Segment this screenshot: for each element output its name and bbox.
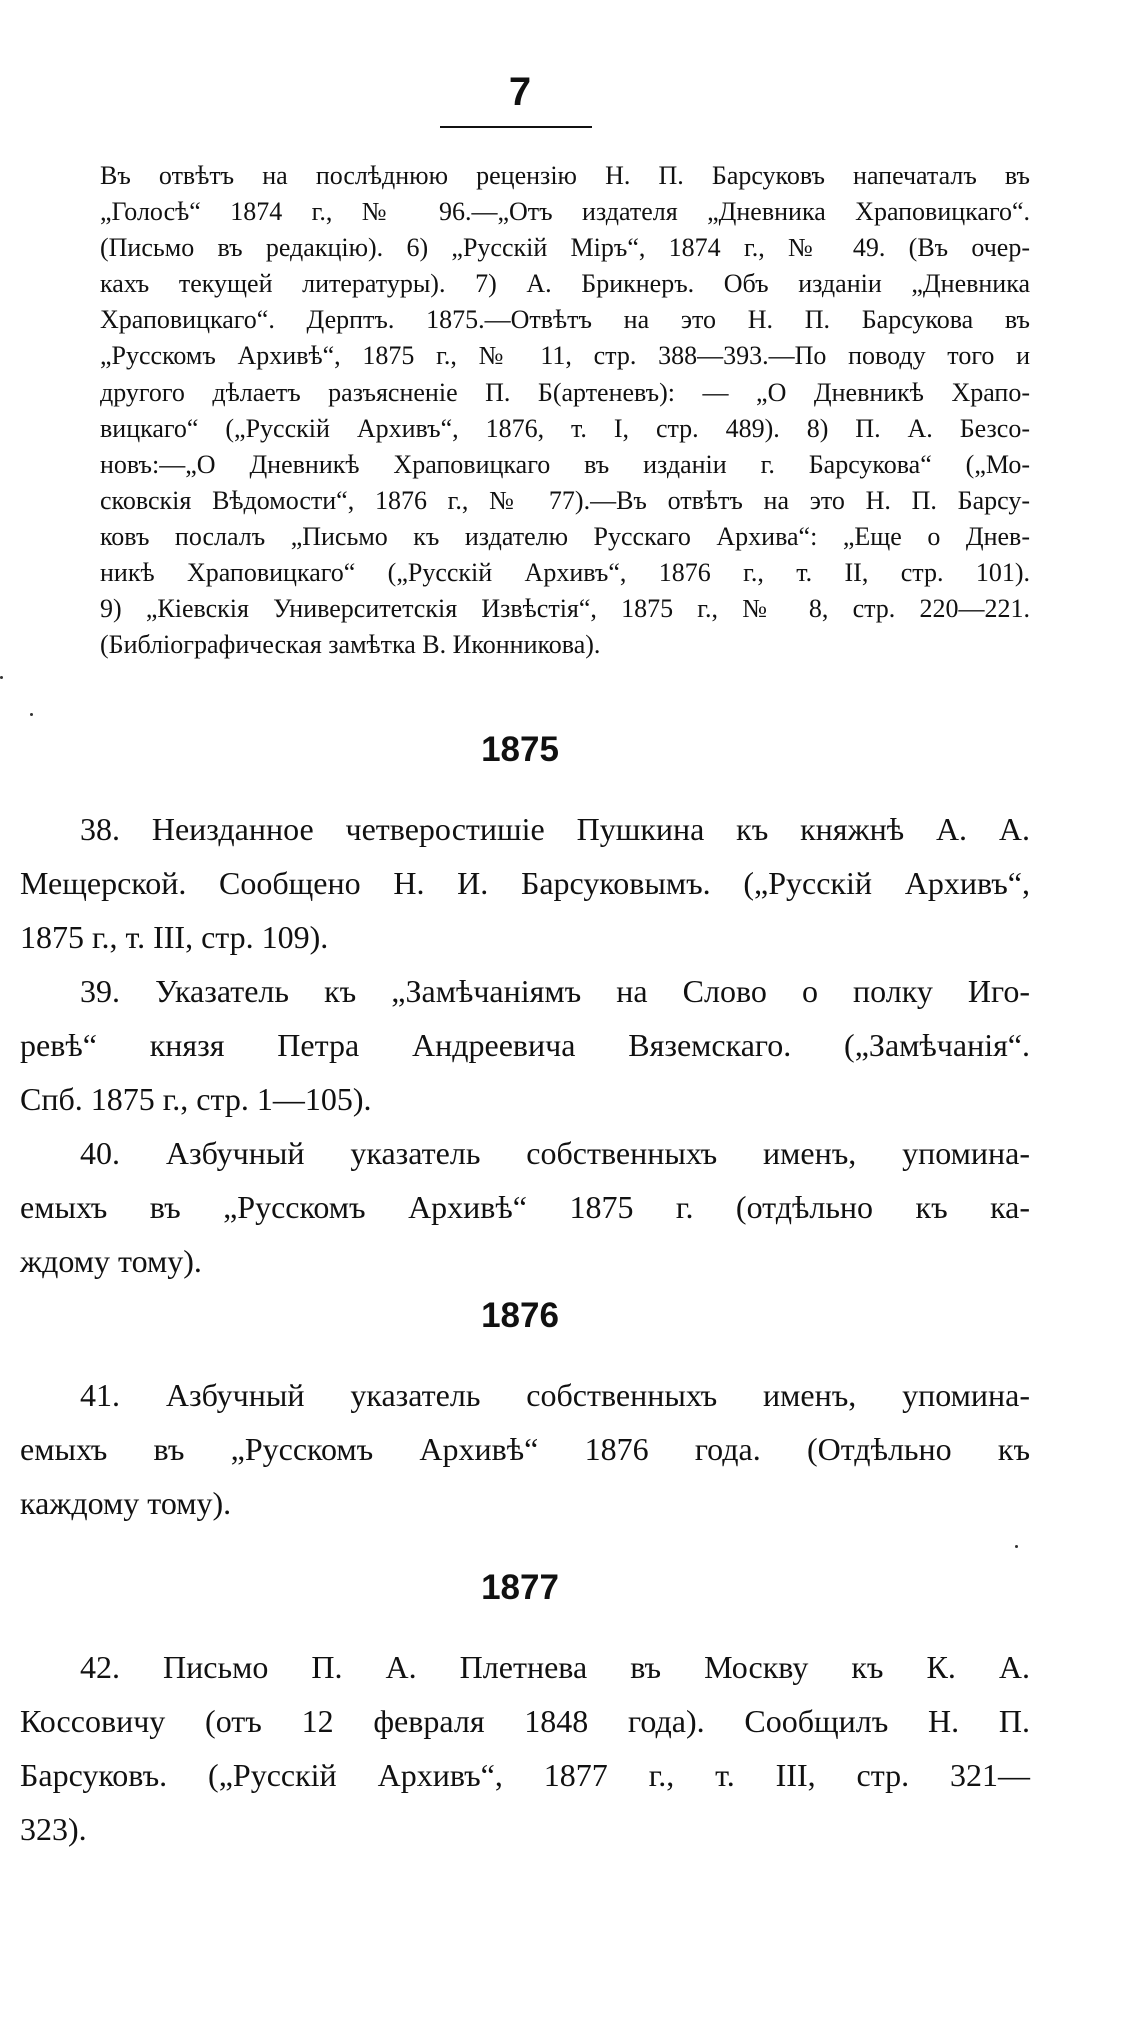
entry-line: Спб. 1875 г., стр. 1—105). [20, 1081, 372, 1117]
print-speck [0, 676, 3, 679]
entry-line: 40. Азбучный указатель собственныхъ именъ, упомина- [80, 1135, 1030, 1171]
intro-line: сковскія Вѣдомости“, 1876 г., № 77).—Въ отвѣтъ на это Н. П. Барсу- [100, 485, 1030, 515]
intro-line: вицкаго“ („Русскій Архивъ“, 1876, т. I, стр. 489). 8) П. А. Безсо- [100, 413, 1030, 443]
entry-38 [20, 802, 1030, 964]
entry-41 [20, 1368, 1030, 1530]
entry-line: емыхъ въ „Русскомъ Архивѣ“ 1876 года. (Отдѣльно къ [20, 1431, 1030, 1467]
intro-line: новъ:—„О Дневникѣ Храповицкаго въ изданіи г. Барсукова“ („Мо- [100, 449, 1030, 479]
intro-line: (Библіографическая замѣтка В. Иконникова). [100, 630, 601, 660]
section-1877-entries [20, 1640, 1030, 1856]
entry-39 [20, 964, 1030, 1126]
entry-line: 42. Письмо П. А. Плетнева въ Москву къ К. А. [80, 1649, 1030, 1685]
entry-line: 39. Указатель къ „Замѣчаніямъ на Слово о полку Иго- [80, 973, 1030, 1009]
entry-line: 323). [20, 1811, 87, 1847]
year-heading-1877: 1877 [481, 1568, 559, 1607]
entry-line: 1875 г., т. III, стр. 109). [20, 919, 329, 955]
year-heading-1876: 1876 [481, 1296, 559, 1335]
page-number: 7 [508, 70, 532, 114]
entry-42 [20, 1640, 1030, 1856]
intro-line: (Письмо въ редакцію). 6) „Русскій Міръ“, 1874 г., № 49. (Въ очер- [100, 233, 1030, 263]
entry-line: Барсуковъ. („Русскій Архивъ“, 1877 г., т. III, стр. 321— [20, 1757, 1030, 1793]
section-1876-entries [20, 1368, 1030, 1530]
print-speck [30, 713, 33, 716]
intro-line: „Голосѣ“ 1874 г., № 96.—„Отъ издателя „Дневника Храповицкаго“. [100, 197, 1030, 227]
entry-line: ждому тому). [20, 1243, 202, 1279]
entry-line: каждому тому). [20, 1485, 232, 1521]
entry-line: Мещерской. Сообщено Н. И. Барсуковымъ. („Русскій Архивъ“, [20, 865, 1030, 901]
intro-line: кахъ текущей литературы). 7) А. Брикнеръ. Объ изданіи „Дневника [100, 269, 1030, 299]
intro-line: другого дѣлаетъ разъясненіе П. Б(артеневъ): — „О Дневникѣ Храпо- [100, 377, 1030, 407]
page-number-rule [440, 126, 592, 128]
print-speck [1015, 1545, 1018, 1548]
year-heading-1875: 1875 [481, 730, 559, 769]
intro-line: 9) „Кіевскія Университетскія Извѣстія“, 1875 г., № 8, стр. 220—221. [100, 594, 1030, 624]
entry-line: емыхъ въ „Русскомъ Архивѣ“ 1875 г. (отдѣльно къ ка- [20, 1189, 1030, 1225]
entry-line: 41. Азбучный указатель собственныхъ именъ, упомина- [80, 1377, 1030, 1413]
intro-line: „Русскомъ Архивѣ“, 1875 г., № 11, стр. 388—393.—По поводу того и [100, 341, 1030, 371]
entry-line: Коссовичу (отъ 12 февраля 1848 года). Сообщилъ Н. П. [20, 1703, 1030, 1739]
entry-line: ревѣ“ князя Петра Андреевича Вяземскаго. („Замѣчанія“. [20, 1027, 1030, 1063]
entry-40 [20, 1126, 1030, 1288]
intro-line: никѣ Храповицкаго“ („Русскій Архивъ“, 1876 г., т. II, стр. 101). [100, 558, 1030, 588]
intro-line: Храповицкаго“. Дерптъ. 1875.—Отвѣтъ на это Н. П. Барсукова въ [100, 305, 1030, 335]
intro-line: ковъ послалъ „Письмо къ издателю Русскаго Архива“: „Еще о Днев- [100, 521, 1030, 551]
intro-paragraph [100, 158, 1030, 663]
section-1875-entries [20, 802, 1030, 1288]
intro-line: Въ отвѣтъ на послѣднюю рецензію Н. П. Барсуковъ напечаталъ въ [100, 161, 1030, 190]
entry-line: 38. Неизданное четверостишіе Пушкина къ княжнѣ А. А. [80, 811, 1030, 847]
